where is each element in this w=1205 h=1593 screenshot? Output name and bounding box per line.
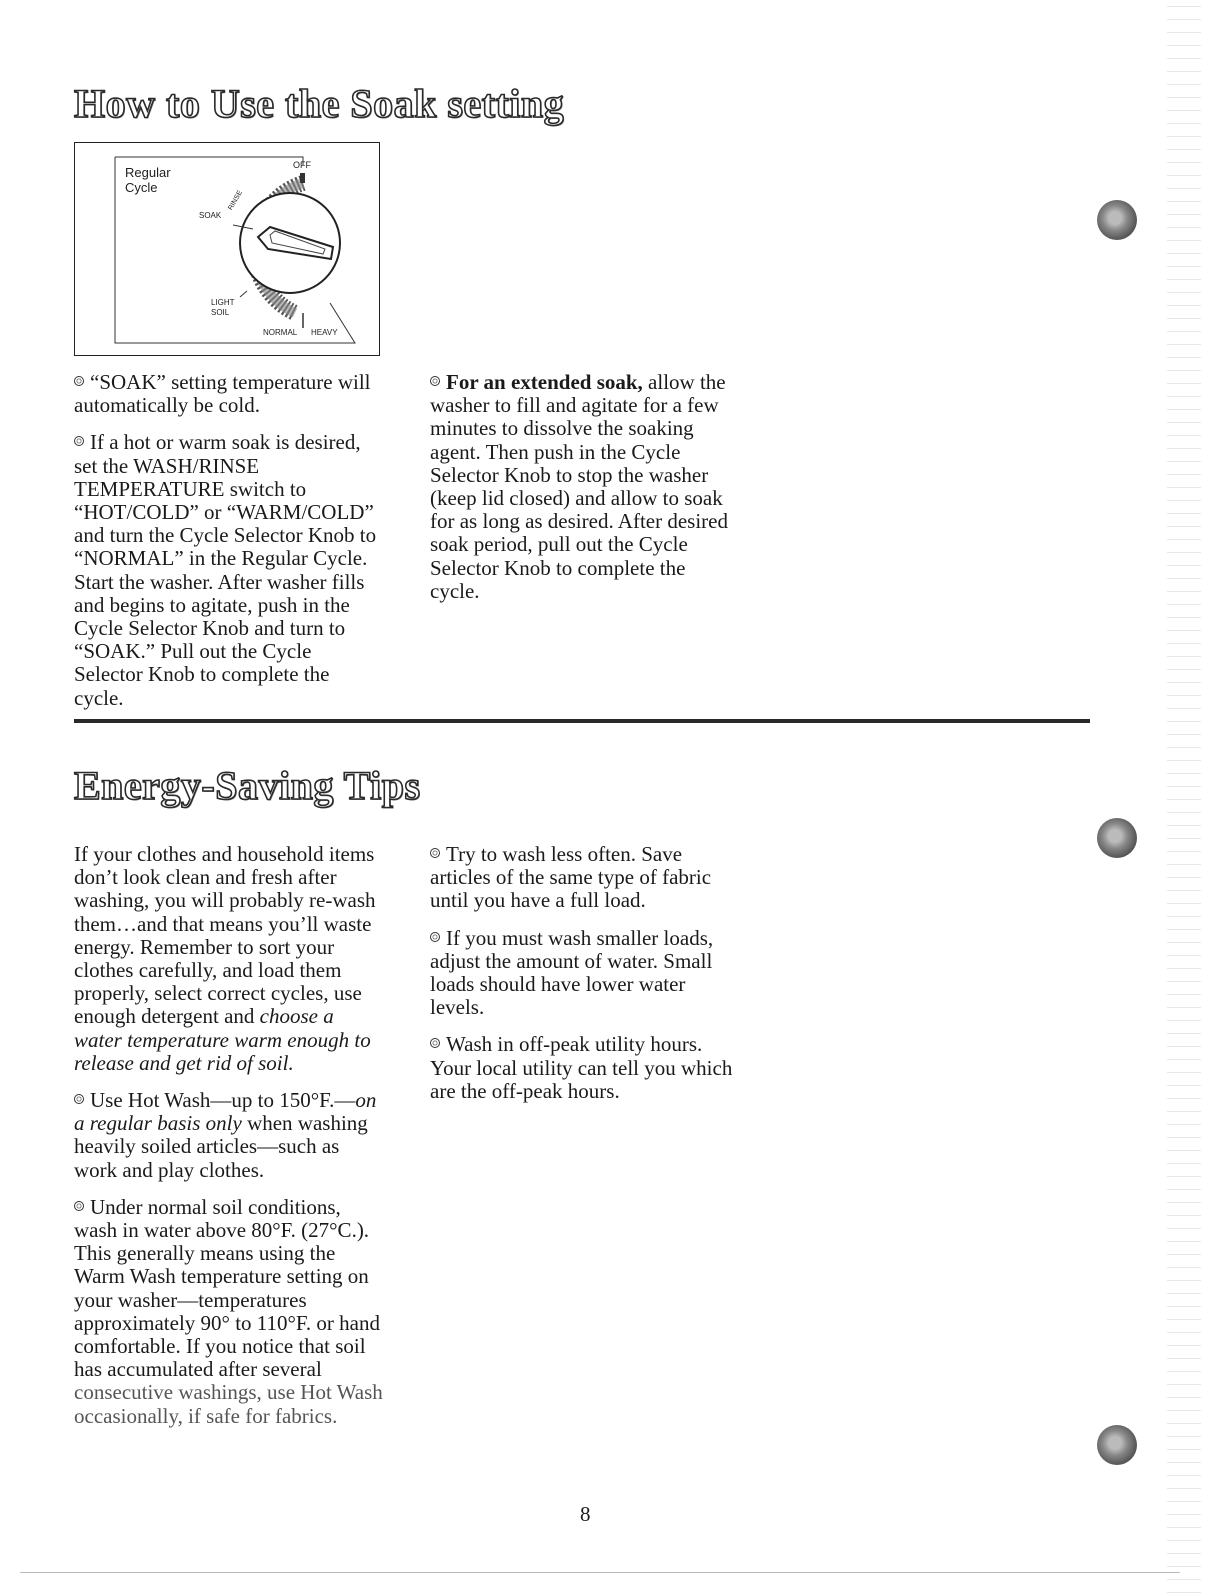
soak-right-column [430,371,735,617]
bullet-icon [430,848,440,858]
cycle-selector-diagram [74,142,380,356]
bullet-icon [74,1201,84,1211]
energy-section-title: Energy-Saving Tips [74,763,421,808]
binder-hole-icon [1097,200,1137,240]
regular-cycle-label: Regular Cycle [125,165,171,195]
bullet-icon [430,932,440,942]
heavy-label: HEAVY [311,328,338,337]
wash-less-paragraph: Try to wash less often. Save articles of the same type of fabric until you have a full load. [430,842,712,913]
bullet-icon [74,1094,84,1104]
soak-left-column [74,371,384,724]
page-bottom-line [20,1572,1180,1573]
off-label: OFF [293,160,311,170]
rinse-label: RINSE [227,189,245,212]
normal-label: NORMAL [263,328,298,337]
soak-temp-paragraph: “SOAK” setting temperature will automatically be cold. [74,370,371,418]
extended-soak-paragraph: For an extended soak, allow the washer to fill and agitate for a few minutes to dissolve the soaking agent. Then push in the Cycle Selector Knob to stop the washer (keep lid closed) and allow to soak for as long as desired. After desired soak period, pull out the Cycle Selector Knob to complete the cycle. [430,370,728,603]
cycle-knob-illustration [75,143,381,357]
rewash-paragraph: If your clothes and household items don’t look clean and fresh after washing, you will probably re-wash them…and that means you’ll waste energy. Remember to sort your clothes carefully, and load them properly, select correct cycles, use enough detergent and choose a water temperature warm enough to release and get rid of soil. [74,842,376,1075]
binder-hole-icon [1097,818,1137,858]
soak-label: SOAK [199,211,222,220]
soak-section-title: How to Use the Soak setting [74,81,565,126]
energy-left-column [74,843,384,1442]
energy-right-column [430,843,740,1117]
section-divider [74,719,1090,723]
page-number: 8 [580,1502,591,1526]
soak-hot-warm-paragraph: If a hot or warm soak is desired, set the WASH/RINSE TEMPERATURE switch to “HOT/COLD” or “WARM/COLD” and turn the Cycle Selector Knob to “NORMAL” in the Regular Cycle. Start the washer. After washer fills and begins to agitate, push in the Cycle Selector Knob and turn to “SOAK.” Pull out the Cycle Selector Knob to complete the cycle. [74,430,377,710]
bullet-icon [430,1038,440,1048]
bullet-icon [74,436,84,446]
off-peak-paragraph: Wash in off-peak utility hours. Your local utility can tell you which are the off-peak hours. [430,1032,733,1103]
bullet-icon [430,376,440,386]
hot-wash-paragraph: Use Hot Wash—up to 150°F.—on a regular basis only when washing heavily soiled articles—such as work and play clothes. [74,1088,377,1182]
binder-hole-icon [1097,1425,1137,1465]
normal-soil-paragraph: Under normal soil conditions, wash in water above 80°F. (27°C.). This generally means using the Warm Wash temperature setting on your washer—temperatures approximately 90° to 110°F. or hand comfortable. If you notice that soil has accumulated after several consecutive washings, use Hot Wash occasionally, if safe for fabrics. [74,1194,383,1428]
bullet-icon [74,376,84,386]
smaller-loads-paragraph: If you must wash smaller loads, adjust the amount of water. Small loads should have lower water levels. [430,925,714,1020]
light-soil-label: LIGHT SOIL [211,298,235,317]
scanned-page-edge [1167,0,1201,1593]
